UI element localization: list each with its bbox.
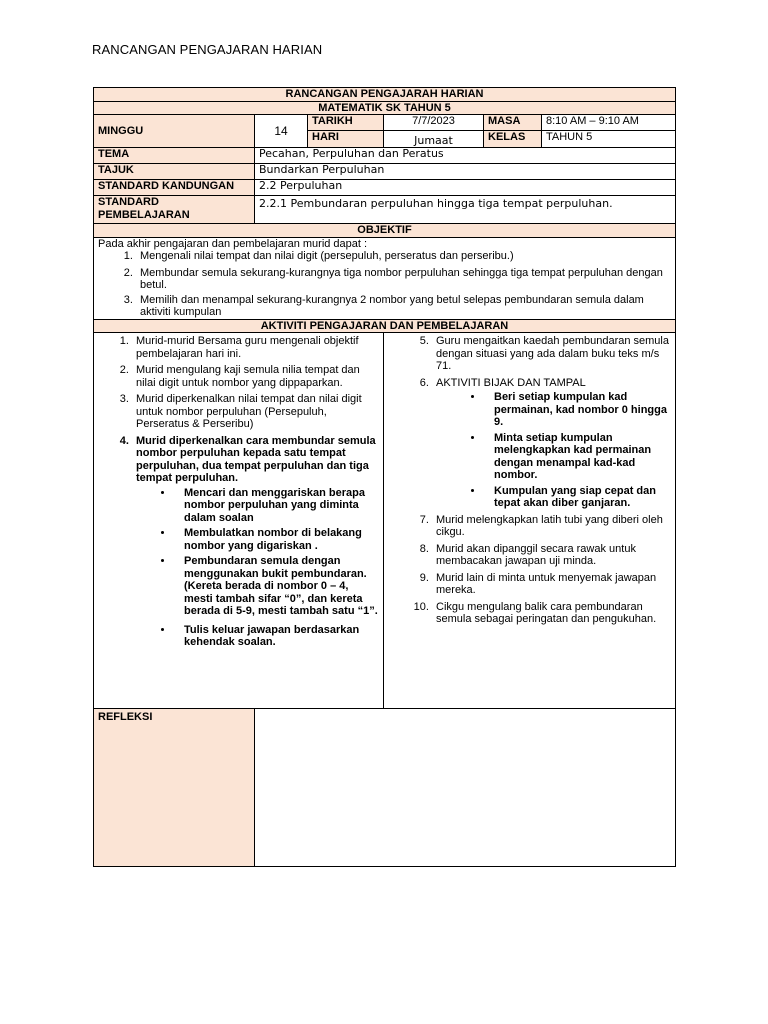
list-item-text: Murid diperkenalkan cara membundar semula nombor perpuluhan kepada satu tempat perpuluhan, dua tempat perpuluhan dan tiga tempat perpuluhan. <box>136 434 376 484</box>
kelas-value: TAHUN 5 <box>542 131 676 148</box>
form-title: RANCANGAN PENGAJARAH HARIAN <box>94 88 676 102</box>
list-item: 1. Mengenali nilai tempat dan nilai digit (persepuluh, perseratus dan perseribu.) <box>136 250 671 263</box>
objektif-list <box>98 250 671 319</box>
objektif-section <box>94 237 676 319</box>
bullet-item-note: (Kereta berada di nombor 0 – 4, mesti tambah sifar “0”, dan kereta berada di 5-9, mesti tambah satu “1”. <box>184 580 378 617</box>
aktiviti-left-bullets <box>136 487 379 649</box>
refleksi-field[interactable] <box>255 709 676 867</box>
aktiviti-left-list <box>98 335 379 649</box>
page-header: RANCANGAN PENGAJARAN HARIAN <box>92 42 323 57</box>
standard-kandungan-value: 2.2 Perpuluhan <box>255 180 676 196</box>
tarikh-label: TARIKH <box>308 115 384 131</box>
tema-value: Pecahan, Perpuluhan dan Peratus <box>255 148 676 164</box>
bullet-item: • Minta setiap kumpulan melengkapkan kad permainan dengan menampal kad-kad nombor. <box>484 432 671 482</box>
refleksi-label: REFLEKSI <box>94 709 255 867</box>
list-item: 10. Cikgu mengulang balik cara pembundaran semula sebagai peringatan dan pengukuhan. <box>432 601 671 626</box>
tajuk-value: Bundarkan Perpuluhan <box>255 164 676 180</box>
minggu-value: 14 <box>255 115 308 148</box>
bullet-item: • Membulatkan nombor di belakang nombor yang digariskan . <box>174 527 379 552</box>
aktiviti-heading: AKTIVITI PENGAJARAN DAN PEMBELAJARAN <box>94 319 676 333</box>
list-item: 1. Murid-murid Bersama guru mengenali objektif pembelajaran hari ini. <box>132 335 379 360</box>
list-item: 3. Murid diperkenalkan nilai tempat dan nilai digit untuk nombor perpuluhan (Persepuluh, Perseratus & Perseribu) <box>132 393 379 431</box>
list-item: 7. Murid melengkapkan latih tubi yang diberi oleh cikgu. <box>432 514 671 539</box>
list-item: 2. Murid mengulang kaji semula nilia tempat dan nilai digit untuk nombor yang dippaparkan. <box>132 364 379 389</box>
list-item: 3. Memilih dan menampal sekurang-kurangnya 2 nombor yang betul selepas pembundaran semula dalam aktiviti kumpulan <box>136 294 671 319</box>
bullet-item: • Mencari dan menggariskan berapa nombor perpuluhan yang diminta dalam soalan <box>174 487 379 525</box>
hari-label: HARI <box>308 131 384 148</box>
bullet-item <box>174 555 379 618</box>
standard-pembelajaran-label: STANDARD PEMBELAJARAN <box>94 196 255 224</box>
list-item <box>132 435 379 649</box>
kelas-label: KELAS <box>484 131 542 148</box>
aktiviti-right-bullets <box>436 391 671 510</box>
standard-kandungan-label: STANDARD KANDUNGAN <box>94 180 255 196</box>
bullet-item: • Kumpulan yang siap cepat dan tepat akan diber ganjaran. <box>484 485 671 510</box>
aktiviti-right-list <box>388 335 671 626</box>
minggu-label: MINGGU <box>94 115 255 148</box>
masa-value: 8:10 AM – 9:10 AM <box>542 115 676 131</box>
list-item-text: AKTIVITI BIJAK DAN TAMPAL <box>436 376 586 389</box>
bullet-item: • Beri setiap kumpulan kad permainan, kad nombor 0 hingga 9. <box>484 391 671 429</box>
bullet-item: • Tulis keluar jawapan berdasarkan kehendak soalan. <box>174 624 379 649</box>
masa-label: MASA <box>484 115 542 131</box>
hari-value: Jumaat <box>384 131 484 148</box>
tema-label: TEMA <box>94 148 255 164</box>
objektif-heading: OBJEKTIF <box>94 224 676 238</box>
tajuk-label: TAJUK <box>94 164 255 180</box>
lesson-plan-table <box>93 87 676 867</box>
list-item: 8. Murid akan dipanggil secara rawak untuk membacakan jawapan uji minda. <box>432 543 671 568</box>
list-item <box>432 377 671 510</box>
list-item: 5. Guru mengaitkan kaedah pembundaran semula dengan situasi yang ada dalam buku teks m/s 71. <box>432 335 671 373</box>
list-item: 2. Membundar semula sekurang-kurangnya tiga nombor perpuluhan sehingga tiga tempat perpuluhan dengan betul. <box>136 267 671 292</box>
tarikh-value: 7/7/2023 <box>384 115 484 131</box>
bullet-item-text: Pembundaran semula dengan menggunakan bukit pembundaran. <box>184 555 367 580</box>
aktiviti-right-column <box>384 333 676 709</box>
form-subtitle: MATEMATIK SK TAHUN 5 <box>94 101 676 115</box>
list-item: 9. Murid lain di minta untuk menyemak jawapan mereka. <box>432 572 671 597</box>
objektif-intro: Pada akhir pengajaran dan pembelajaran murid dapat : <box>98 237 368 250</box>
aktiviti-left-column <box>94 333 384 709</box>
standard-pembelajaran-value: 2.2.1 Pembundaran perpuluhan hingga tiga tempat perpuluhan. <box>255 196 676 224</box>
